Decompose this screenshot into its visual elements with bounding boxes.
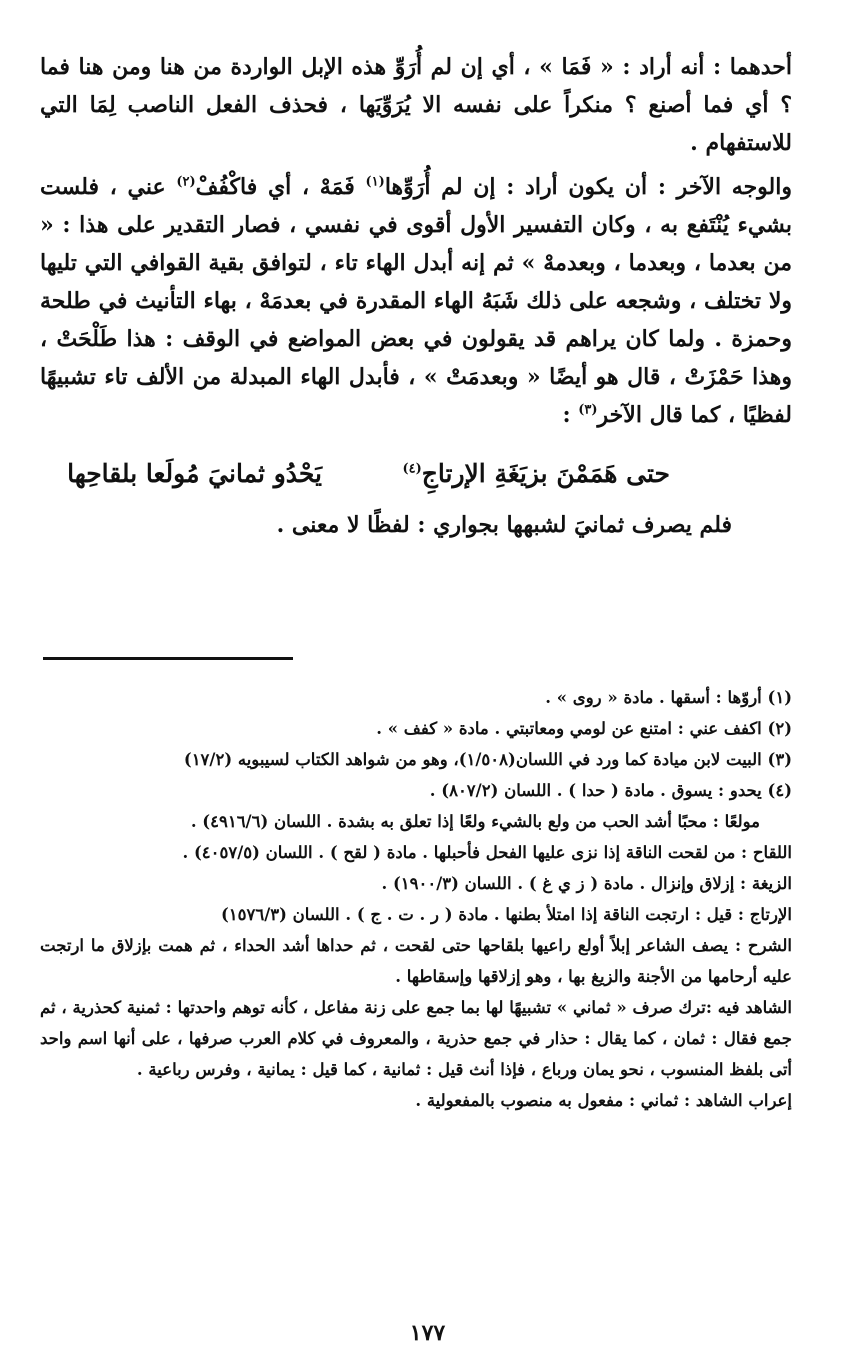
verse-first-hemistich: يَحْدُو ثمانيَ مُولَعا بلقاحِها bbox=[67, 459, 322, 488]
footnote-ref-3: (٣) bbox=[578, 402, 598, 418]
verse-commentary: فلم يصرف ثمانيَ لشبهها بجواري : لفظًا لا معنى . bbox=[276, 512, 732, 538]
page-number: ١٧٧ bbox=[409, 1320, 446, 1346]
verse-second-hemistich-text: حتى هَمَمْنَ بزيَغَةِ الإرتاجِ bbox=[421, 459, 670, 488]
poetry-verse bbox=[40, 448, 792, 500]
gloss-zayga: الزيغة : إزلاق وإنزال . مادة ( ز ي غ ) . اللسان (١٩٠٠/٣) . bbox=[381, 874, 792, 893]
gloss-irab: إعراب الشاهد : ثماني : مفعول به منصوب بالمفعولية . bbox=[415, 1091, 792, 1110]
main-text bbox=[40, 48, 792, 544]
footnote-ref-1: (١) bbox=[365, 174, 385, 190]
paragraph-2-part-c: عني ، فلست بشيء يُنْتَفع به ، وكان التفسير الأول أقوى في نفسي ، فصار التقدير على هذا : « من بعدما ، وبعدما ، وبعدمهْ » ثم إنه أبدل الهاء تاء ، لتوافق بقية القوافي التي تليها ولا تختلف ، وشجعه على ذلك شَبَهُ الهاء المقدرة في بعدمَهْ ، بهاء التأنيث في طلحة وحمزة . ولما كان يراهم قد يقولون في بعض المواضع في الوقف : هذا طَلْحَتْ ، وهذا حَمْزَتْ ، قال هو أيضًا « وبعدمَتْ » ، فأبدل الهاء المبدلة من الألف تاء تشبيهًا لفظيًا ، كما قال الآخر bbox=[40, 174, 792, 428]
footnote-ref-2: (٢) bbox=[176, 174, 196, 190]
paragraph-2-part-d: : bbox=[562, 402, 579, 428]
footnote-1: (١) أروّها : أسقها . مادة « روى » . bbox=[545, 688, 792, 707]
footnote-4: (٤) يحدو : يسوق . مادة ( حدا ) . اللسان (٨٠٧/٢) . bbox=[429, 781, 792, 800]
footnote-3: (٣) البيت لابن ميادة كما ورد في اللسان(١/٥٠٨)، وهو من شواهد الكتاب لسيبويه (١٧/٢) bbox=[183, 750, 792, 769]
footnotes bbox=[40, 682, 792, 1116]
paragraph-2-part-b: فَمَهْ ، أي فاكْفُفْ bbox=[195, 174, 366, 200]
gloss-irtaj: الإرتاج : قيل : ارتجت الناقة إذا امتلأ بطنها . مادة ( ر . ت . ج ) . اللسان (١٥٧٦/٣) bbox=[220, 905, 792, 924]
footnote-separator bbox=[43, 657, 293, 660]
footnote-ref-4: (٤) bbox=[402, 461, 422, 477]
paragraph-1: أحدهما : أنه أراد : « فَمَا » ، أي إن لم أُرَوِّ هذه الإبل الواردة من هنا ومن هنا فما ؟ أي فما أصنع ؟ منكراً على نفسه الا يُرَوِّيَها ، فحذف الفعل الناصب لِمَا التي للاستفهام . bbox=[40, 54, 792, 156]
gloss-shahid: الشاهد فيه :ترك صرف « ثماني » تشبيهًا لها بما جمع على زنة مفاعل ، كأنه توهم واحدتها : ثمنية كحذرية ، ثم جمع فقال : ثمان ، كما يقال : حذار في جمع حذرية ، والمعروف في كلام العرب صرفها ، على أنها اسم واحد أتى بلفظ المنسوب ، نحو يمان ورباع ، فإذا أنث قيل : ثمانية ، كما قيل : يمانية ، وفرس رباعية . bbox=[40, 998, 792, 1079]
paragraph-2 bbox=[40, 168, 792, 434]
paragraph-2-part-a: والوجه الآخر : أن يكون أراد : إن لم أُرَوِّها bbox=[384, 174, 792, 200]
verse-second-hemistich bbox=[402, 448, 670, 500]
gloss-sharh: الشرح : يصف الشاعر إبلاً أولع راعيها بلقاحها حتى لقحت ، ثم حداها أشد الحداء ، ثم همت بإزلاق ما ارتجت عليه أرحامها من الأجنة والزيغ بها ، وهو إزلاقها وإسقاطها . bbox=[40, 936, 792, 986]
gloss-liqah: اللقاح : من لقحت الناقة إذا نزى عليها الفحل فأحبلها . مادة ( لقح ) . اللسان (٤٠٥٧/٥) . bbox=[182, 843, 792, 862]
footnote-2: (٢) اكفف عني : امتنع عن لومي ومعاتبتي . مادة « كفف » . bbox=[376, 719, 792, 738]
gloss-mula: مولعًا : محبًا أشد الحب من ولع بالشيء ولعًا إذا تعلق به بشدة . اللسان (٤٩١٦/٦) . bbox=[190, 812, 760, 831]
